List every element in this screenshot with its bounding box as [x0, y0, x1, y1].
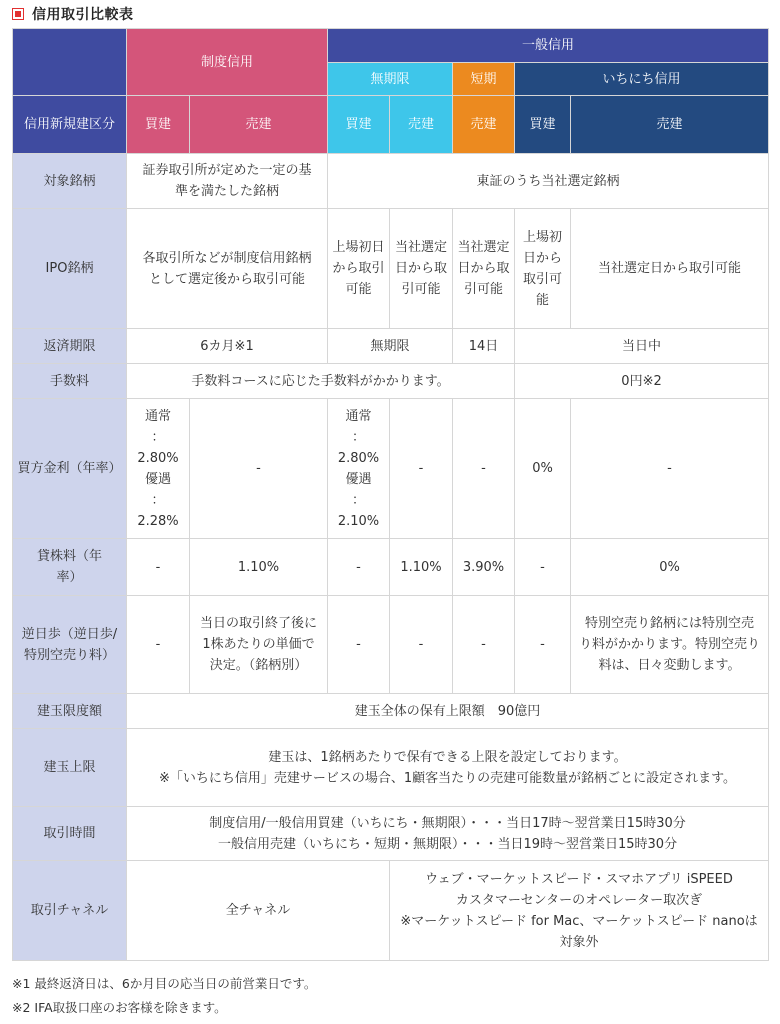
rate-line: 2.80% [137, 450, 179, 466]
section-title-text: 信用取引比較表 [32, 7, 134, 23]
rate-line: ： [352, 429, 366, 445]
header-mukigen: 無期限 [328, 63, 453, 96]
text-line: カスタマーセンターのオペレーター取次ぎ [455, 892, 703, 908]
row-label: 取引時間 [13, 807, 127, 861]
cell-ichinichi-sell: - [571, 399, 769, 539]
cell-value [127, 807, 769, 861]
cell-seido-buy: - [127, 596, 190, 694]
row-label: 逆日歩（逆日歩/特別空売り料） [13, 596, 127, 694]
table-row-gendogaku [13, 694, 769, 729]
text-line: ウェブ・マーケットスピード・スマホアプリ iSPEED [425, 871, 733, 887]
rate-line: 2.80% [337, 450, 380, 466]
row-label: 対象銘柄 [13, 154, 127, 209]
margin-trading-comparison-table [12, 28, 769, 961]
table-row-kaikata [13, 399, 769, 539]
table-row-channel [13, 861, 769, 961]
table-row-jogen [13, 729, 769, 807]
header-ippan-shinyo: 一般信用 [328, 29, 769, 63]
cell-ichinichi-fee: 0円※2 [515, 364, 769, 399]
cell-mukigen: 無期限 [328, 329, 453, 364]
row-label: 貸株料（年率） [13, 539, 127, 596]
text-line: ※「いちにち信用」売建サービスの場合、1顧客当たりの売建可能数量が銘柄ごとに設定されます。 [158, 770, 737, 786]
cell-seido: 各取引所などが制度信用銘柄として選定後から取引可能 [127, 209, 328, 329]
cell-all-channels: 全チャネル [127, 861, 390, 961]
cell-mukigen-sell: - [390, 596, 453, 694]
cell-ichinichi-buy: 上場初日から取引可能 [515, 209, 571, 329]
cell-seido: 証券取引所が定めた一定の基準を満たした銘柄 [127, 154, 328, 209]
cell-tanki-sell: - [453, 399, 515, 539]
cell-tanki-sell: - [453, 596, 515, 694]
rate-line: 優遇 [144, 471, 171, 487]
text-line: 制度信用/一般信用買建（いちにち・無期限）・・・当日17時〜翌営業日15時30分 [209, 815, 686, 831]
row-label: 建玉限度額 [13, 694, 127, 729]
row-label: 取引チャネル [13, 861, 127, 961]
cell-mukigen-sell: 1.10% [390, 539, 453, 596]
table-row-tesuryo [13, 364, 769, 399]
header-row-1 [13, 29, 769, 63]
header-tanki: 短期 [453, 63, 515, 96]
cell-mukigen-buy [328, 399, 390, 539]
row-label-text: 買方金利（年率） [17, 461, 122, 476]
table-row-kashikabu [13, 539, 769, 596]
cell-channel-detail [390, 861, 769, 961]
cell-mukigen-sell: - [390, 399, 453, 539]
header-seido-buy: 買建 [127, 96, 190, 154]
cell-value [127, 729, 769, 807]
text-line: 建玉は、1銘柄あたりで保有できる上限を設定しております。 [268, 749, 627, 765]
cell-seido-buy: - [127, 539, 190, 596]
row-label: 返済期限 [13, 329, 127, 364]
cell-ichinichi-buy: - [515, 539, 571, 596]
text-line: ※マーケットスピード for Mac、マーケットスピード nanoは対象外 [400, 913, 758, 950]
cell-tanki-sell: 3.90% [453, 539, 515, 596]
cell-ichinichi-sell: 特別空売り銘柄には特別空売り料がかかります。特別空売り料は、日々変動します。 [571, 596, 769, 694]
header-mukigen-buy: 買建 [328, 96, 390, 154]
rate-line: ： [151, 429, 165, 445]
rate-line: 2.28% [137, 513, 179, 529]
cell-ichinichi-sell: 0% [571, 539, 769, 596]
cell-ippan: 東証のうち当社選定銘柄 [328, 154, 769, 209]
text-line: 一般信用売建（いちにち・短期・無期限）・・・当日19時〜翌営業日15時30分 [217, 836, 678, 852]
header-ichinichi-buy: 買建 [515, 96, 571, 154]
cell-mukigen-buy: - [328, 596, 390, 694]
cell-seido-sell: 1.10% [190, 539, 328, 596]
rate-line: 2.10% [337, 513, 380, 529]
footnote-2: ※2 IFA取扱口座のお客様を除きます。 [12, 1000, 227, 1015]
header-mukigen-sell: 売建 [390, 96, 453, 154]
rate-line: 優遇 [345, 471, 372, 487]
cell-mukigen-buy: - [328, 539, 390, 596]
cell-ichinichi: 当日中 [515, 329, 769, 364]
table-row-jikan [13, 807, 769, 861]
header-corner-cell [13, 29, 127, 96]
cell-tanki: 14日 [453, 329, 515, 364]
cell-normal-fee: 手数料コースに応じた手数料がかかります。 [127, 364, 515, 399]
header-seido-shinyo: 制度信用 [127, 29, 328, 96]
footnotes [12, 972, 316, 1020]
row-label: IPO銘柄 [13, 209, 127, 329]
footnote-1: ※1 最終返済日は、6か月目の応当日の前営業日です。 [12, 976, 317, 991]
red-square-bullet-icon [12, 8, 24, 20]
header-tanki-sell: 売建 [453, 96, 515, 154]
table-row-ipo [13, 209, 769, 329]
cell-seido-sell: 当日の取引終了後に1株あたりの単価で決定。（銘柄別） [190, 596, 328, 694]
cell-seido: 6カ月※1 [127, 329, 328, 364]
row-label [13, 399, 127, 539]
rate-line: 通常 [345, 408, 372, 424]
header-row-label: 信用新規建区分 [13, 96, 127, 154]
header-ichinichi: いちにち信用 [515, 63, 769, 96]
header-ichinichi-sell: 売建 [571, 96, 769, 154]
rate-line: ： [151, 492, 165, 508]
rate-line: 通常 [144, 408, 171, 424]
table-row-hensai [13, 329, 769, 364]
section-title [12, 2, 134, 26]
cell-tanki-sell: 当社選定日から取引可能 [453, 209, 515, 329]
rate-line: ： [352, 492, 366, 508]
header-seido-sell: 売建 [190, 96, 328, 154]
table-row-gyakuhibu [13, 596, 769, 694]
row-label: 手数料 [13, 364, 127, 399]
table-row-taisho [13, 154, 769, 209]
row-label: 建玉上限 [13, 729, 127, 807]
cell-ichinichi-buy: 0% [515, 399, 571, 539]
cell-seido-sell: - [190, 399, 328, 539]
header-row-3 [13, 96, 769, 154]
cell-mukigen-sell: 当社選定日から取引可能 [390, 209, 453, 329]
cell-ichinichi-sell: 当社選定日から取引可能 [571, 209, 769, 329]
cell-mukigen-buy: 上場初日から取引可能 [328, 209, 390, 329]
cell-seido-buy [127, 399, 190, 539]
cell-ichinichi-buy: - [515, 596, 571, 694]
cell-value: 建玉全体の保有上限額 90億円 [127, 694, 769, 729]
